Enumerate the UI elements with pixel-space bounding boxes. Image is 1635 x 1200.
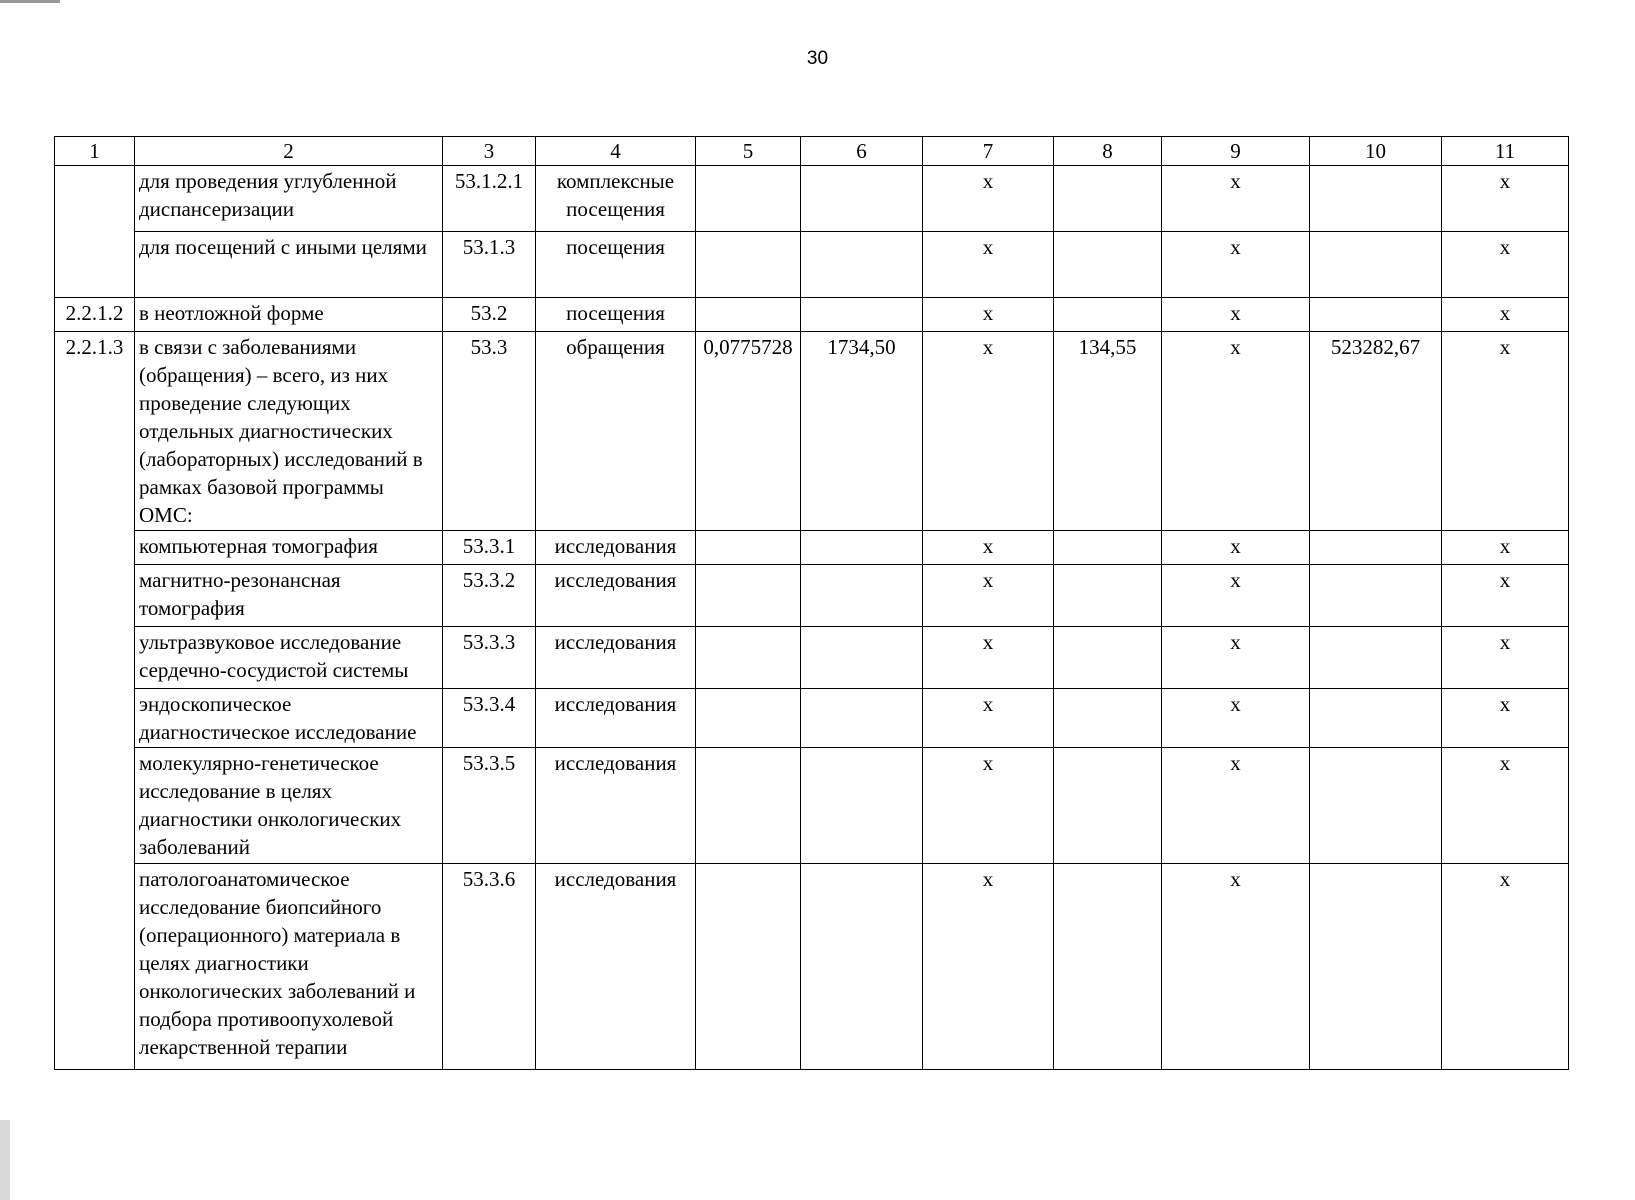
- table-row: [55, 232, 1569, 298]
- value-cell: [801, 232, 923, 298]
- value-cell: х: [1162, 332, 1310, 531]
- table-row: [55, 166, 1569, 232]
- value-cell: [1310, 298, 1442, 332]
- value-cell: х: [1162, 689, 1310, 748]
- value-cell: [1310, 166, 1442, 232]
- value-cell: х: [1442, 531, 1569, 565]
- scan-artifact-line: [0, 0, 60, 3]
- table-row: [55, 531, 1569, 565]
- value-cell: [1054, 298, 1162, 332]
- value-cell: [1310, 864, 1442, 1070]
- indicator-name-cell: в неотложной форме: [135, 298, 443, 332]
- table-row: [55, 864, 1569, 1070]
- unit-cell: исследования: [536, 748, 696, 864]
- line-code-cell: 53.2: [443, 298, 536, 332]
- indicator-name-cell: магнитно-резонансная томография: [135, 565, 443, 627]
- value-cell: [801, 166, 923, 232]
- value-cell: х: [1162, 748, 1310, 864]
- line-code-cell: 53.3.6: [443, 864, 536, 1070]
- header-cell: 7: [923, 137, 1054, 166]
- indicator-name-cell: для проведения углубленной диспансеризации: [135, 166, 443, 232]
- line-code-cell: 53.3.5: [443, 748, 536, 864]
- header-cell: 4: [536, 137, 696, 166]
- indicator-name-cell: компьютерная томография: [135, 531, 443, 565]
- value-cell: х: [1442, 748, 1569, 864]
- value-cell: х: [1442, 166, 1569, 232]
- value-cell: х: [1442, 689, 1569, 748]
- unit-cell: обращения: [536, 332, 696, 531]
- value-cell: х: [923, 565, 1054, 627]
- value-cell: х: [1162, 864, 1310, 1070]
- value-cell: х: [923, 232, 1054, 298]
- value-cell: х: [1442, 332, 1569, 531]
- page-number: 30: [806, 48, 829, 69]
- value-cell: х: [1162, 565, 1310, 627]
- value-cell: [1310, 689, 1442, 748]
- header-cell: 11: [1442, 137, 1569, 166]
- indicator-name-cell: эндоскопическое диагностическое исследование: [135, 689, 443, 748]
- indicator-name-cell: для посещений с иными целями: [135, 232, 443, 298]
- header-cell: 8: [1054, 137, 1162, 166]
- header-cell: 9: [1162, 137, 1310, 166]
- value-cell: х: [923, 332, 1054, 531]
- value-cell: 523282,67: [1310, 332, 1442, 531]
- row-number-cell: [55, 166, 135, 298]
- line-code-cell: 53.3.3: [443, 627, 536, 689]
- header-cell: 2: [135, 137, 443, 166]
- value-cell: [1054, 565, 1162, 627]
- value-cell: х: [1442, 232, 1569, 298]
- unit-cell: исследования: [536, 627, 696, 689]
- table-row: [55, 565, 1569, 627]
- value-cell: [696, 627, 801, 689]
- value-cell: [801, 689, 923, 748]
- value-cell: [696, 864, 801, 1070]
- data-table: [54, 136, 1569, 1070]
- unit-cell: исследования: [536, 689, 696, 748]
- value-cell: х: [1442, 864, 1569, 1070]
- line-code-cell: 53.3.4: [443, 689, 536, 748]
- value-cell: 0,0775728: [696, 332, 801, 531]
- value-cell: [1054, 627, 1162, 689]
- indicator-name-cell: ультразвуковое исследование сердечно-сосудистой системы: [135, 627, 443, 689]
- table-row: [55, 689, 1569, 748]
- value-cell: х: [1162, 166, 1310, 232]
- unit-cell: исследования: [536, 864, 696, 1070]
- value-cell: [801, 748, 923, 864]
- row-number-cell: 2.2.1.2: [55, 298, 135, 332]
- value-cell: [801, 531, 923, 565]
- value-cell: [1310, 748, 1442, 864]
- unit-cell: исследования: [536, 565, 696, 627]
- value-cell: [696, 689, 801, 748]
- value-cell: [1054, 166, 1162, 232]
- value-cell: [696, 748, 801, 864]
- value-cell: х: [923, 689, 1054, 748]
- table-row: [55, 298, 1569, 332]
- header-cell: 1: [55, 137, 135, 166]
- header-row: [55, 137, 1569, 166]
- line-code-cell: 53.3.1: [443, 531, 536, 565]
- unit-cell: комплексные посещения: [536, 166, 696, 232]
- header-cell: 3: [443, 137, 536, 166]
- value-cell: х: [923, 627, 1054, 689]
- value-cell: [696, 298, 801, 332]
- header-cell: 5: [696, 137, 801, 166]
- indicator-name-cell: молекулярно-генетическое исследование в целях диагностики онкологических заболеваний: [135, 748, 443, 864]
- value-cell: [1054, 748, 1162, 864]
- table-row: [55, 332, 1569, 531]
- value-cell: [1310, 232, 1442, 298]
- value-cell: х: [923, 298, 1054, 332]
- value-cell: [1054, 531, 1162, 565]
- indicator-name-cell: в связи с заболеваниями (обращения) – всего, из них проведение следующих отдельных диагностических (лабораторных) исследований в рамках базовой программы ОМС:: [135, 332, 443, 531]
- header-cell: 6: [801, 137, 923, 166]
- value-cell: х: [923, 166, 1054, 232]
- value-cell: [696, 531, 801, 565]
- line-code-cell: 53.3: [443, 332, 536, 531]
- value-cell: х: [923, 748, 1054, 864]
- value-cell: [696, 565, 801, 627]
- unit-cell: исследования: [536, 531, 696, 565]
- value-cell: [801, 627, 923, 689]
- value-cell: [696, 166, 801, 232]
- row-number-cell: 2.2.1.3: [55, 332, 135, 1070]
- value-cell: х: [1162, 531, 1310, 565]
- value-cell: [1054, 864, 1162, 1070]
- value-cell: х: [1162, 298, 1310, 332]
- table-row: [55, 627, 1569, 689]
- value-cell: [696, 232, 801, 298]
- unit-cell: посещения: [536, 298, 696, 332]
- value-cell: х: [923, 531, 1054, 565]
- header-cell: 10: [1310, 137, 1442, 166]
- value-cell: х: [923, 864, 1054, 1070]
- value-cell: х: [1162, 627, 1310, 689]
- value-cell: [801, 565, 923, 627]
- line-code-cell: 53.1.2.1: [443, 166, 536, 232]
- table-row: [55, 748, 1569, 864]
- unit-cell: посещения: [536, 232, 696, 298]
- value-cell: [1054, 689, 1162, 748]
- value-cell: [1054, 232, 1162, 298]
- indicator-name-cell: патологоанатомическое исследование биопсийного (операционного) материала в целях диагностики онкологических заболеваний и подбора противоопухолевой лекарственной терапии: [135, 864, 443, 1070]
- line-code-cell: 53.1.3: [443, 232, 536, 298]
- value-cell: х: [1442, 298, 1569, 332]
- scan-artifact-edge: [0, 1120, 10, 1200]
- value-cell: х: [1442, 565, 1569, 627]
- value-cell: х: [1162, 232, 1310, 298]
- value-cell: [1310, 627, 1442, 689]
- value-cell: [1310, 565, 1442, 627]
- line-code-cell: 53.3.2: [443, 565, 536, 627]
- value-cell: х: [1442, 627, 1569, 689]
- value-cell: [801, 298, 923, 332]
- value-cell: [1310, 531, 1442, 565]
- value-cell: 1734,50: [801, 332, 923, 531]
- value-cell: 134,55: [1054, 332, 1162, 531]
- value-cell: [801, 864, 923, 1070]
